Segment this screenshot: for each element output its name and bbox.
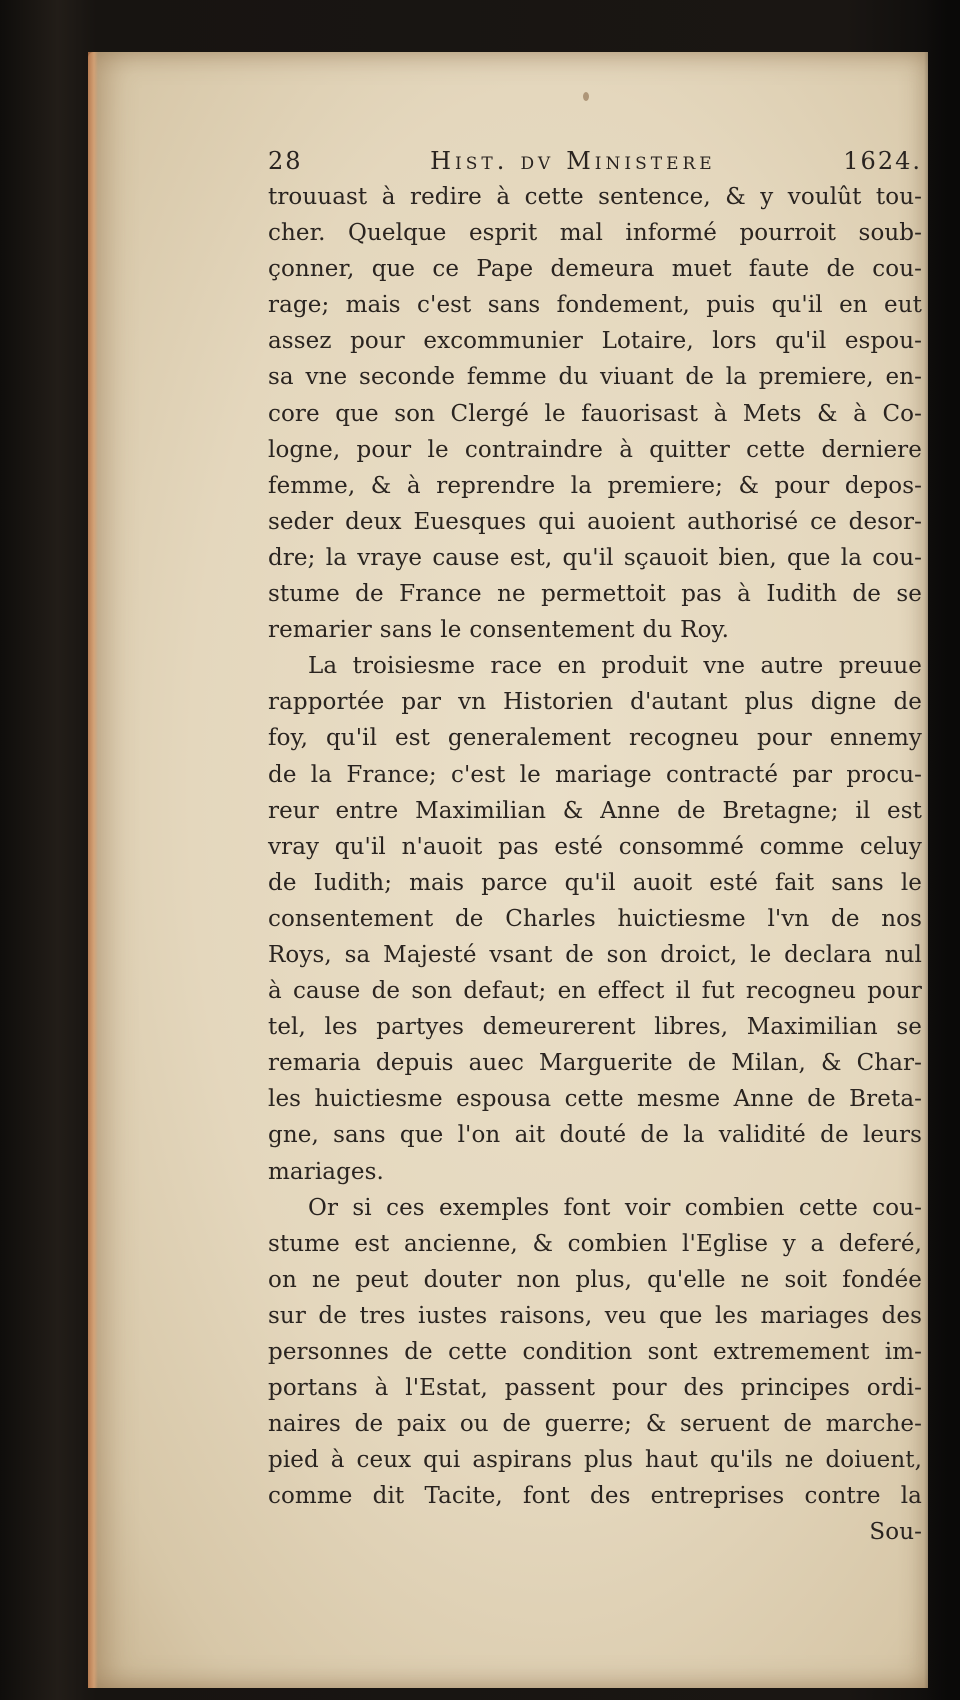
page-text [268,143,922,1550]
text-line: seder deux Euesques qui auoient authorisé ce desor- [268,508,922,535]
text-line: comme dit Tacite, font des entreprises contre la [268,1483,922,1510]
text-line: remarier sans le consentement du Roy. [268,617,729,644]
text-line: stume de France ne permettoit pas à Iudith de se [268,581,922,608]
text-line: consentement de Charles huictiesme l'vn de nos [268,905,922,932]
running-year: 1624. [843,147,922,175]
text-line: Or si ces exemples font voir combien cette cou- [308,1194,922,1221]
text-line: cher. Quelque esprit mal informé pourroit soub- [268,220,922,247]
page-edge [88,52,98,1688]
text-line: dre; la vraye cause est, qu'il sçauoit bien, que la cou- [268,544,922,571]
text-line: rapportée par vn Historien d'autant plus digne de [268,689,922,716]
text-line: les huictiesme espousa cette mesme Anne de Breta- [268,1086,922,1113]
text-line: foy, qu'il est generalement recogneu pour ennemy [268,725,922,752]
text-line: mariages. [268,1158,384,1185]
text-line: sa vne seconde femme du viuant de la premiere, en- [268,364,922,391]
text-line: on ne peut douter non plus, qu'elle ne soit fondée [268,1266,922,1293]
text-line: remaria depuis auec Marguerite de Milan, & Char- [268,1050,922,1077]
text-line: rage; mais c'est sans fondement, puis qu'il en eut [268,292,922,319]
text-line: personnes de cette condition sont extremement im- [268,1339,922,1365]
text-line: core que son Clergé le fauorisast à Mets & à Co- [268,400,922,427]
text-line: portans à l'Estat, passent pour des principes ordi- [268,1375,922,1402]
text-line: logne, pour le contraindre à quitter cette derniere [268,436,922,463]
text-line: naires de paix ou de guerre; & seruent de marche- [268,1411,922,1438]
text-line: femme, & à reprendre la premiere; & pour depos- [268,472,922,499]
binding-shadow [924,0,960,1700]
text-line: vray qu'il n'auoit pas esté consommé comme celuy [268,833,922,860]
text-line: çonner, que ce Pape demeura muet faute de cou- [268,256,922,283]
text-line: reur entre Maximilian & Anne de Bretagne; il est [268,797,922,824]
text-line: tel, les partyes demeurerent libres, Maximilian se [268,1014,922,1041]
catchword: Sou- [869,1519,922,1546]
text-line: pied à ceux qui aspirans plus haut qu'ils ne doiuent, [268,1447,922,1474]
text-line: assez pour excommunier Lotaire, lors qu'il espou- [268,328,922,355]
text-line: stume est ancienne, & combien l'Eglise y a deferé, [268,1230,922,1257]
running-title: Hist. dv Ministere [430,147,716,175]
text-line: trouuast à redire à cette sentence, & y voulût tou- [268,184,922,210]
text-line: de la France; c'est le mariage contracté par procu- [268,761,922,788]
text-line: à cause de son defaut; en effect il fut recogneu pour [268,978,922,1005]
text-line: gne, sans que l'on ait douté de la validité de leurs [268,1122,922,1149]
text-line: Roys, sa Majesté vsant de son droict, le declara nul [268,941,922,968]
text-line: La troisiesme race en produit vne autre preuue [308,653,922,680]
running-head [268,143,922,179]
page-number: 28 [268,147,303,175]
text-line: de Iudith; mais parce qu'il auoit esté fait sans le [268,869,922,896]
ink-spot [583,92,589,101]
text-line: sur de tres iustes raisons, veu que les mariages des [268,1302,922,1329]
